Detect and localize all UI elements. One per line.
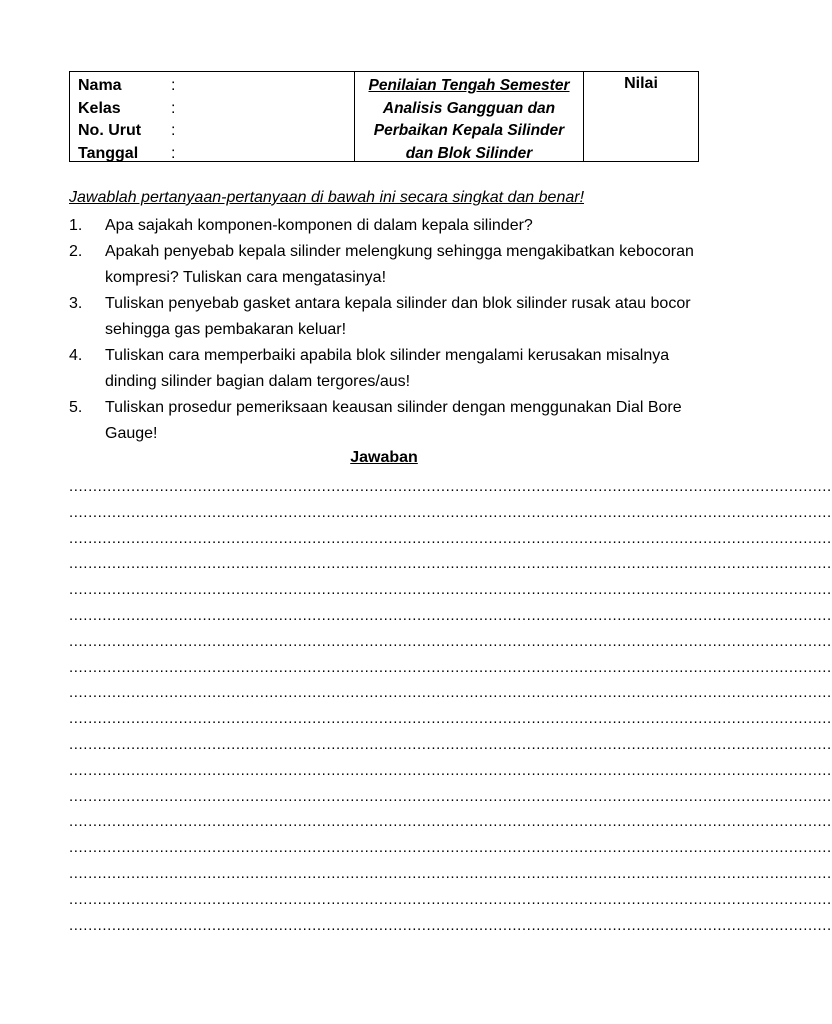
subject-line: dan Blok Silinder	[405, 144, 533, 162]
answer-line[interactable]: ................................................................................................................................................................	[69, 813, 832, 831]
answer-line[interactable]: ................................................................................................................................................................	[69, 606, 832, 624]
question-number: 4.	[69, 347, 83, 364]
field-nama	[78, 75, 354, 98]
answer-line[interactable]: ................................................................................................................................................................	[69, 761, 832, 779]
question-list	[69, 213, 709, 447]
field-colon: :	[171, 144, 176, 162]
question-text: Tuliskan penyebab gasket antara kepala silinder dan blok silinder rusak atau bocor sehingga gas pembakaran keluar!	[105, 295, 691, 338]
answer-line[interactable]: ................................................................................................................................................................	[69, 581, 832, 599]
answer-line[interactable]: ................................................................................................................................................................	[69, 787, 832, 805]
question-text: Apa sajakah komponen-komponen di dalam kepala silinder?	[105, 217, 533, 234]
answer-line[interactable]: ................................................................................................................................................................	[69, 478, 832, 495]
answer-line[interactable]: ................................................................................................................................................................	[69, 710, 832, 728]
exam-title: Penilaian Tengah Semester	[368, 77, 570, 94]
subject-line: Perbaikan Kepala Silinder	[373, 122, 565, 139]
answer-line[interactable]: ................................................................................................................................................................	[69, 684, 832, 702]
header-table	[69, 71, 699, 162]
field-colon: :	[171, 122, 176, 139]
question-text: Tuliskan prosedur pemeriksaan keausan silinder dengan menggunakan Dial Bore Gauge!	[105, 399, 682, 442]
student-info	[70, 72, 355, 161]
field-kelas	[78, 98, 354, 121]
instruction-text: Jawablah pertanyaan-pertanyaan di bawah ini secara singkat dan benar!	[69, 189, 585, 206]
question-number: 3.	[69, 295, 83, 312]
list-item	[69, 239, 709, 291]
question-number: 5.	[69, 399, 83, 416]
list-item	[69, 213, 709, 239]
list-item	[69, 291, 709, 343]
subject-line: Analisis Gangguan dan	[382, 99, 556, 117]
exam-title-cell	[355, 72, 584, 161]
field-colon: :	[171, 77, 176, 94]
field-no-urut	[78, 120, 354, 143]
answer-title: Jawaban	[350, 449, 418, 466]
answer-line[interactable]: ................................................................................................................................................................	[69, 916, 832, 934]
score-label: Nilai	[624, 75, 658, 92]
field-colon: :	[171, 99, 176, 117]
answer-line[interactable]: ................................................................................................................................................................	[69, 503, 832, 521]
question-text: Tuliskan cara memperbaiki apabila blok silinder mengalami kerusakan misalnya dinding silinder bagian dalam tergores/aus!	[105, 347, 670, 390]
question-number: 2.	[69, 243, 83, 260]
field-tanggal	[78, 143, 354, 166]
answer-lines	[69, 474, 832, 938]
answer-line[interactable]: ................................................................................................................................................................	[69, 529, 832, 547]
list-item	[69, 395, 709, 447]
answer-line[interactable]: ................................................................................................................................................................	[69, 658, 832, 676]
field-label: Tanggal	[78, 144, 139, 162]
score-cell	[584, 72, 698, 161]
list-item	[69, 343, 709, 395]
answer-line[interactable]: ................................................................................................................................................................	[69, 632, 832, 650]
question-number: 1.	[69, 217, 83, 234]
answer-line[interactable]: ................................................................................................................................................................	[69, 735, 832, 753]
question-text: Apakah penyebab kepala silinder melengkung sehingga mengakibatkan kebocoran kompresi? Tuliskan cara mengatasinya!	[105, 243, 694, 286]
field-label: Kelas	[78, 99, 121, 117]
answer-line[interactable]: ................................................................................................................................................................	[69, 864, 832, 882]
field-label: No. Urut	[78, 122, 142, 139]
answer-line[interactable]: ................................................................................................................................................................	[69, 839, 832, 857]
field-label: Nama	[78, 77, 122, 94]
answer-line[interactable]: ................................................................................................................................................................	[69, 890, 832, 908]
answer-line[interactable]: ................................................................................................................................................................	[69, 555, 832, 573]
